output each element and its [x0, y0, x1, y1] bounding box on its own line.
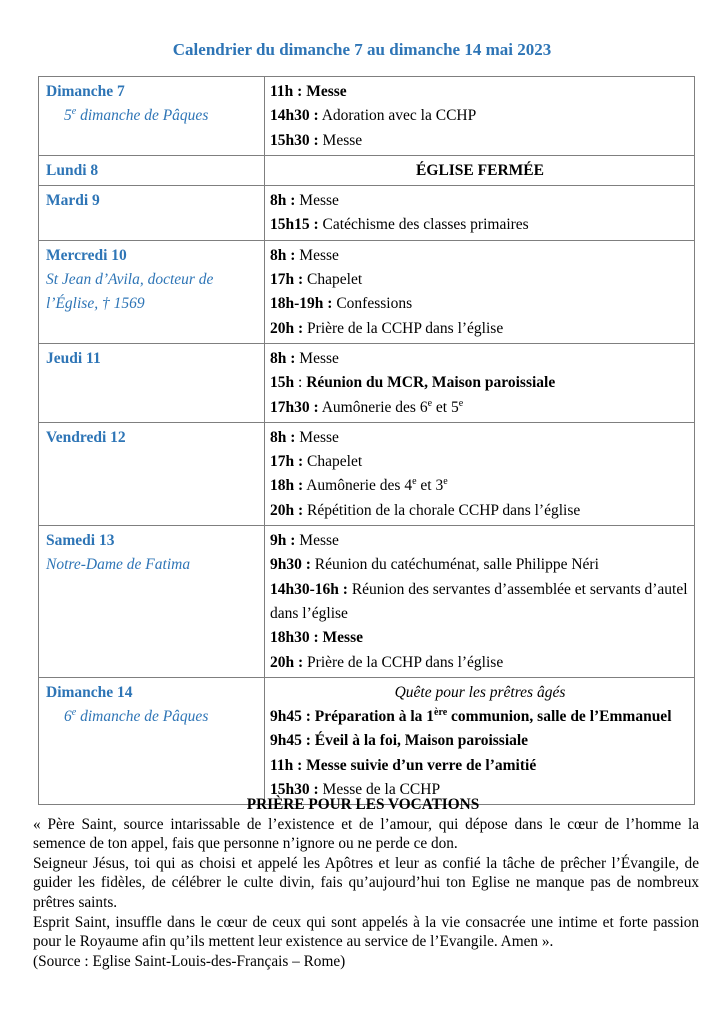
- schedule-item: 9h45 : Éveil à la foi, Maison paroissiale: [270, 732, 529, 750]
- schedule-item: 20h : Répétition de la chorale CCHP dans l’église: [270, 501, 581, 519]
- table-row: [39, 240, 695, 343]
- schedule-item: 9h : Messe: [270, 532, 339, 550]
- day-cell: [39, 186, 265, 241]
- schedule-cell: [265, 677, 695, 804]
- liturgical-note: 5e dimanche de Pâques: [64, 106, 209, 125]
- schedule-cell: [265, 526, 695, 678]
- day-name: Dimanche 7: [46, 83, 125, 100]
- schedule-cell: [265, 343, 695, 422]
- schedule-item: 17h30 : Aumônerie des 6e et 5e: [270, 397, 464, 416]
- day-cell: [39, 422, 265, 525]
- day-name: Dimanche 14: [46, 683, 133, 701]
- prayer-paragraph: Seigneur Jésus, toi qui as choisi et appelé les Apôtres et leur as confié la tâche de prêcher l’Évangile, de guider les fidèles, de célébrer le culte divin, fais qu’aujourd’hui ton Eglise ne manque pas de nombreux prêtres saints.: [33, 854, 699, 911]
- schedule-item: 17h : Chapelet: [270, 271, 363, 289]
- day-cell: [39, 155, 265, 185]
- table-row: [39, 422, 695, 525]
- schedule-item: 15h15 : Catéchisme des classes primaires: [270, 216, 529, 234]
- schedule-item: 15h30 : Messe: [270, 131, 363, 149]
- schedule-item: 11h : Messe suivie d’un verre de l’amitié: [270, 756, 537, 774]
- schedule-item: 9h30 : Réunion du catéchuménat, salle Philippe Néri: [270, 556, 599, 574]
- schedule-cell: [265, 77, 695, 156]
- day-cell: [39, 343, 265, 422]
- schedule-item: 8h : Messe: [270, 192, 339, 210]
- prayer-paragraph: Esprit Saint, insuffle dans le cœur de ceux qui sont appelés à la vie consacrée une intime et forte passion pour le Royaume afin qu’ils mettent leur existence au service de l’Evangile. Amen ».: [33, 913, 699, 951]
- schedule-item: 20h : Prière de la CCHP dans l’église: [270, 319, 504, 337]
- schedule-item: 14h30 : Adoration avec la CCHP: [270, 107, 477, 125]
- day-name: Mardi 9: [46, 192, 100, 210]
- prayer-paragraph: « Père Saint, source intarissable de l’existence et de l’amour, qui dépose dans le cœur de l’homme la semence de ton appel, fais que personne n’ignore ou ne perde ce don.: [33, 815, 699, 853]
- schedule-cell: [265, 240, 695, 343]
- page-title: Calendrier du dimanche 7 au dimanche 14 mai 2023: [172, 40, 552, 59]
- table-row: [39, 343, 695, 422]
- schedule-item: 18h30 : Messe: [270, 629, 363, 647]
- day-cell: [39, 240, 265, 343]
- day-name: Jeudi 11: [46, 349, 101, 367]
- collection-note: Quête pour les prêtres âgés: [394, 683, 566, 701]
- schedule-cell: [265, 422, 695, 525]
- table-row: [39, 677, 695, 804]
- day-name: Vendredi 12: [46, 428, 126, 446]
- schedule-item: 9h45 : Préparation à la 1ère communion, salle de l’Emmanuel: [270, 706, 672, 726]
- table-row: [39, 77, 695, 156]
- schedule-item: 15h : Réunion du MCR, Maison paroissiale: [270, 374, 556, 392]
- day-cell: [39, 77, 265, 156]
- calendar-table: [38, 76, 695, 805]
- schedule-item: 17h : Chapelet: [270, 453, 363, 471]
- liturgical-note: St Jean d’Avila, docteur de l’Église, † 1569: [46, 271, 214, 313]
- day-name: Lundi 8: [46, 161, 99, 179]
- schedule-cell: [265, 155, 695, 185]
- schedule-item: 18h-19h : Confessions: [270, 295, 413, 313]
- prayer-title: PRIÈRE POUR LES VOCATIONS: [246, 796, 480, 813]
- closed-notice: ÉGLISE FERMÉE: [416, 161, 544, 179]
- day-cell: [39, 526, 265, 678]
- schedule-item: 14h30-16h : Réunion des servantes d’assemblée et servants d’autel dans l’église: [270, 580, 688, 622]
- day-name: Mercredi 10: [46, 246, 127, 264]
- table-row: [39, 155, 695, 185]
- schedule-item: 15h30 : Messe de la CCHP: [270, 781, 441, 799]
- liturgical-note: Notre-Dame de Fatima: [46, 556, 191, 574]
- prayer-source: (Source : Eglise Saint-Louis-des-Français – Rome): [33, 952, 346, 970]
- schedule-item: 8h : Messe: [270, 246, 339, 264]
- prayer-section: [33, 795, 699, 971]
- schedule-item: 20h : Prière de la CCHP dans l’église: [270, 653, 504, 671]
- schedule-item: 11h : Messe: [270, 83, 347, 100]
- table-row: [39, 526, 695, 678]
- schedule-item: 8h : Messe: [270, 428, 339, 446]
- day-name: Samedi 13: [46, 532, 115, 550]
- schedule-item: 8h : Messe: [270, 349, 339, 367]
- schedule-cell: [265, 186, 695, 241]
- day-cell: [39, 677, 265, 804]
- liturgical-note: 6e dimanche de Pâques: [64, 706, 209, 726]
- table-row: [39, 186, 695, 241]
- schedule-item: 18h : Aumônerie des 4e et 3e: [270, 476, 448, 495]
